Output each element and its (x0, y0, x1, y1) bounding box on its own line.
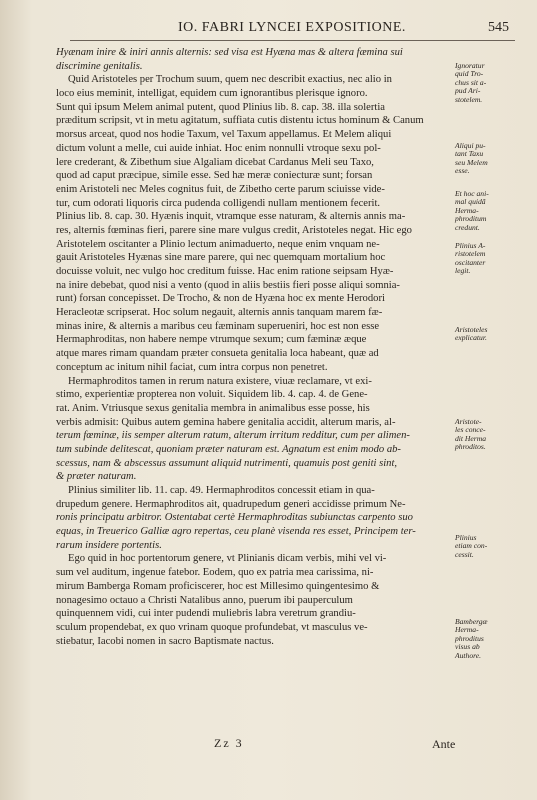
text-line: terum fœminæ, iis semper alterum ratum, alterum irritum redditur, cum per alimen- (56, 430, 410, 442)
text-line: Sunt qui ipsum Melem animal putent, quod Plinius lib. 8. cap. 38. illa solertia (56, 101, 385, 113)
text-line: conceptum ac initum nihil faciat, cum intra corpus non penetret. (56, 361, 328, 373)
margin-note-line: pud Ari- (455, 86, 481, 96)
text-line: Hermaphroditos tamen in rerum natura existere, viuæ reclamare, vt exi- (68, 375, 372, 387)
text-line: res, alternis fœminas fieri, parere sine mare vulgus credit, Aristoteles negat. Hic ego (56, 224, 412, 236)
margin-note-line: etiam con- (455, 541, 488, 551)
text-line: præditum scripsit, vt in metu agitatum, suffiata cutis distentu ictus hominum & Canum (56, 115, 424, 127)
text-line: nonagesimo octauo a Christi Natalibus anno, puerum ibi pauperculum (56, 594, 353, 606)
page-number: 545 (488, 20, 509, 35)
margin-note-line: les conce- (455, 425, 486, 435)
margin-note-line: dit Herma (455, 433, 487, 443)
text-line: equas, in Treuerico Galliæ agro repertas, ceu planè visenda res esset, Principem ter- (56, 526, 416, 538)
text-line: morsus arceat, quod nos hodie Taxum, vel Taxum appellamus. Et Melem aliqui (56, 129, 392, 141)
margin-note-line: ristotelem (455, 249, 486, 259)
text-line: Ego quid in hoc portentorum genere, vt Plinianis dicam verbis, mihi vel vi- (68, 553, 387, 565)
margin-note-line: Herma- (455, 625, 479, 635)
margin-note (455, 242, 527, 276)
text-line: Plinius lib. 8. cap. 30. Hyænis inquit, vtramque esse naturam, & alternis annis ma- (56, 211, 406, 223)
text-line: stiebatur, Iacobi nomen in sacro Baptismate nactus. (56, 635, 274, 647)
margin-note-line: mal quidã (455, 197, 486, 207)
margin-note-line: Bambergæ (455, 617, 488, 626)
margin-note-line: Plinius (455, 533, 477, 542)
text-line: docuisse voluit, nec vulgo hoc creditum fuisse. Hac enim ratione seipsam Hyæ- (56, 266, 394, 277)
margin-note-line: Aliqui pu- (455, 141, 486, 150)
margin-note-line: phroditus (455, 633, 484, 643)
text-line: Heracleotæ scripserat. Hoc solum negauit, alternis annis tanquam marem fæ- (56, 307, 383, 319)
text-line: Hermaphroditas, non habere nempe vtrumque sexum; cum fæminæ æque (56, 334, 367, 346)
margin-note-line: Herma- (455, 205, 479, 215)
margin-note-line: explicatur. (455, 333, 487, 343)
margin-note-line: Ignoratur (455, 61, 485, 70)
margin-note-line: esse. (455, 166, 470, 176)
margin-note-line: quid Tro- (455, 69, 484, 79)
margin-note (455, 534, 527, 559)
text-line: ronis principatu arbitror. Ostentabat certè Hermaphroditas subiunctas carpento suo (56, 512, 413, 524)
catchword: Ante (432, 737, 456, 751)
text-line: Plinius similiter lib. 11. cap. 49. Hermaphroditos concessit etiam in qua- (68, 485, 375, 496)
text-line: sculum propendebat, ex quo vrinam quoque profundebat, vt masculus ve- (56, 621, 368, 633)
text-line: stimo, experientiæ propterea non voluit. Siquidem lib. 4. cap. 4. de Gene- (56, 389, 368, 401)
text-line: discrimine genitalis. (56, 60, 143, 72)
text-line: rarum insidere portentis. (56, 539, 162, 551)
margin-note (455, 326, 527, 343)
margin-note-line: legit. (455, 266, 471, 276)
margin-note-line: stotelem. (455, 94, 483, 104)
margin-note (455, 618, 527, 660)
text-line: Quid Aristoteles per Trochum suum, quem nec describit exactius, nec alio in (68, 74, 392, 86)
margin-note-line: cessit. (455, 549, 474, 559)
signature-mark: Zz 3 (214, 736, 244, 750)
text-line: runt) forsan concepisset. De Trocho, & non de Hyæna hoc ex mente Herodori (56, 293, 385, 305)
text-line: dictum volunt a melle, cui auide inhiat. Hoc enim nonnulli vtroque sexu pol- (56, 142, 381, 154)
margin-note-line: tant Taxu (455, 149, 484, 159)
margin-note-line: credunt. (455, 222, 480, 232)
margin-note-line: seu Melem (455, 157, 488, 167)
text-line: quod ad caput præcipue, simile esse. Sed hæ meræ coniecturæ sunt; forsan (56, 170, 373, 182)
text-line: loco eius meminit, intelligat, equidem cum ignorantibus plerisque ignoro. (56, 88, 368, 100)
text-line: scessus, nam & abscessus assumunt aliquid nutrimenti, quamuis post geniti sint, (56, 457, 398, 469)
text-line: tum subinde delitescat, quoniam præter naturam est. Agnatum est enim modo ab- (56, 443, 401, 455)
text-line: & præter naturam. (56, 471, 137, 483)
margin-note-line: Aristoteles (455, 325, 488, 334)
margin-note (455, 62, 527, 104)
running-header (70, 18, 515, 41)
text-line: Hyænam inire & iniri annis alternis: sed visa est Hyæna mas & altera fæmina sui (56, 47, 403, 58)
text-line: rat. Anim. Vtriusque sexus genitalia membra in animalibus esse posse, his (56, 402, 370, 414)
text-line: na inire debebat, quod nisi a vento (quod in aliis bestiis fieri posse aliqui somnia- (56, 279, 400, 291)
margin-note (455, 418, 527, 452)
margin-note (455, 142, 527, 176)
text-line: atque mares rimam quandam præter consueta genitalia loca habeant, quæ ad (56, 348, 379, 360)
main-text (56, 46, 452, 648)
text-line: verbis admisit: Quibus autem gemina habere genitalia accidit, alterum maris, al- (56, 416, 396, 428)
margin-note-line: oscitanter (455, 257, 486, 267)
margin-note-line: phroditum (455, 214, 487, 224)
margin-note (455, 190, 527, 232)
text-line: minas inire, & alternis a maribus ceu fæminam superueniri, hoc est non esse (56, 320, 380, 332)
text-line: mirum Bamberga Romam proficiscerer, hoc est Millesimo quingentesimo & (56, 580, 380, 592)
margin-note-line: visus ab (455, 642, 480, 652)
text-line: sum vel auditum, ingenue fatebor. Eodem, quo ex patria mea carissima, ni- (56, 567, 374, 579)
text-line: lere crederant, & Zibethum siue Algaliam dicebat Cardanus Meli seu Taxo, (56, 156, 374, 168)
margin-note-line: Plinius A- (455, 241, 486, 250)
text-line: drupedum genere. Hermaphroditos ait, quadrupedum generi accidisse primum Ne- (56, 498, 406, 510)
margin-note-line: Authore. (455, 650, 482, 660)
text-line: tur, cum odorati liquoris circa pudenda colligendi nullam mentionem fecerit. (56, 197, 381, 209)
margin-note-line: Et hoc ani- (455, 189, 489, 198)
margin-note-line: phroditos. (455, 442, 486, 452)
text-line: Aristotelem oscitanter a Plinio lectum animaduerto, neque enim vnquam ne- (56, 238, 380, 250)
text-line: enim Aristoteli nec Meles cognitus fuit, de Zibetho certe parum sciuisse vide- (56, 183, 385, 195)
text-line: quinquennem vidi, cui inter pudendi muliebris labra veretrum grandiu- (56, 608, 356, 620)
text-line: gauit Aristoteles Hyænas sine mare parere, qui nec quemquam mortalium hoc (56, 252, 386, 264)
running-title: IO. FABRI LYNCEI EXPOSITIONE. (178, 20, 406, 35)
margin-note-line: chus sit a- (455, 77, 487, 87)
margin-note-line: Aristote- (455, 417, 482, 426)
